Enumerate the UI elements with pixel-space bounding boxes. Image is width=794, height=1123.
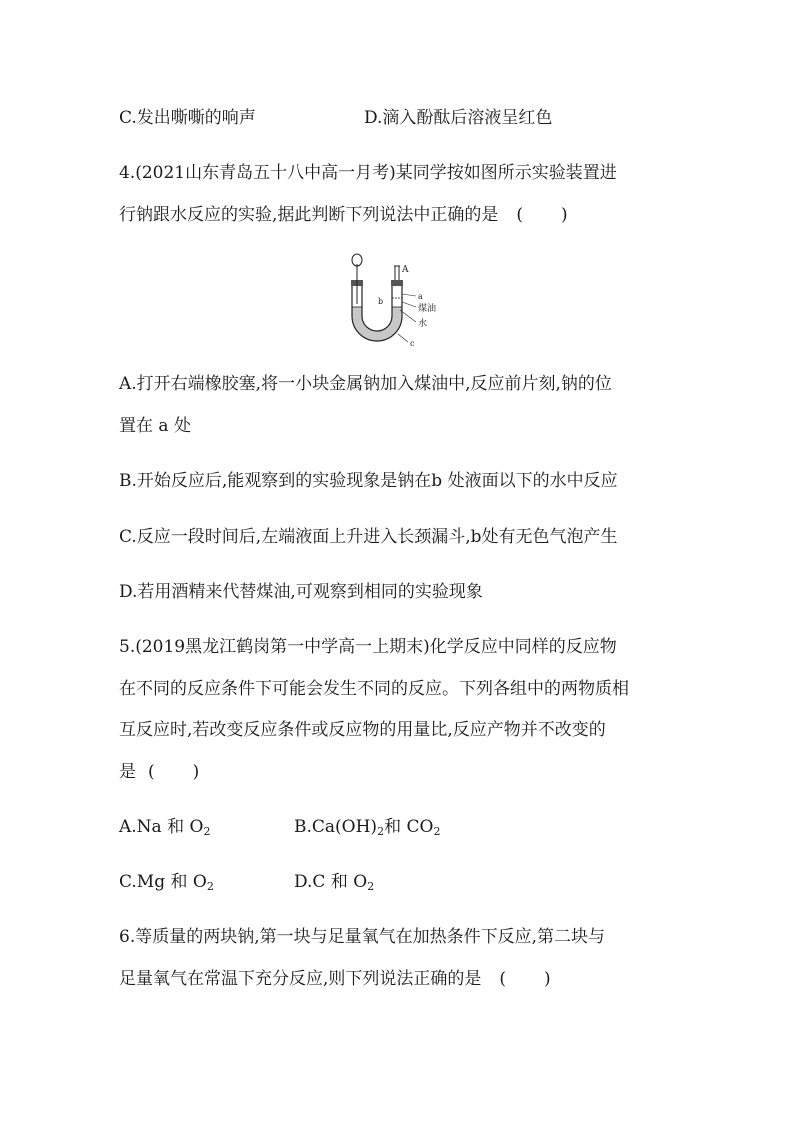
figure-label-kerosene: 煤油 bbox=[418, 304, 437, 314]
q5-stem-line4 bbox=[119, 761, 199, 783]
q4-stem-text: 行钠跟水反应的实验,据此判断下列说法中正确的是 bbox=[119, 205, 499, 225]
q4-stem-line2 bbox=[119, 204, 568, 226]
figure-label-A: A bbox=[402, 265, 409, 275]
q4-stem-line1: 4.(2021山东青岛五十八中高一月考)某同学按如图所示实验装置进 bbox=[119, 163, 617, 183]
q4-option-b: B.开始反应后,能观察到的实验现象是钠在b 处液面以下的水中反应 bbox=[119, 471, 618, 491]
figure-label-water: 水 bbox=[418, 319, 428, 329]
q5-option-d: D.C 和 $O_2$ bbox=[294, 872, 375, 893]
q6-answer-bracket: ( ) bbox=[499, 969, 551, 989]
q5-stem-line1: 5.(2019黑龙江鹤岗第一中学高一上期末)化学反应中同样的反应物 bbox=[119, 637, 617, 657]
figure-label-a: a bbox=[418, 292, 423, 301]
q6-stem-line2 bbox=[119, 968, 551, 990]
u-tube-apparatus-figure bbox=[340, 252, 450, 348]
q6-stem-text: 足量氧气在常温下充分反应,则下列说法正确的是 bbox=[119, 969, 482, 989]
q5-stem-line2: 在不同的反应条件下可能会发生不同的反应。下列各组中的两物质相 bbox=[119, 679, 629, 699]
q5-answer-bracket: ( ) bbox=[148, 762, 200, 782]
q5-option-b: $B.Ca(OH)_2$和 $CO_2$ bbox=[294, 817, 441, 838]
q4-option-a-line1: A.打开右端橡胶塞,将一小块金属钠加入煤油中,反应前片刻,钠的位 bbox=[119, 374, 612, 394]
figure-label-b: b bbox=[378, 297, 384, 306]
q4-answer-bracket: ( ) bbox=[516, 205, 568, 225]
q6-stem-line1: 6.等质量的两块钠,第一块与足量氧气在加热条件下反应,第二块与 bbox=[119, 927, 606, 947]
q5-stem-text: 是 bbox=[119, 762, 136, 782]
q4-option-a-line2: 置在 a 处 bbox=[119, 416, 191, 436]
q5-option-c: C.Mg 和 $O_2$ bbox=[119, 872, 214, 893]
q4-option-d: D.若用酒精来代替煤油,可观察到相同的实验现象 bbox=[119, 582, 483, 602]
q3-option-d: D.滴入酚酞后溶液呈红色 bbox=[364, 108, 553, 128]
q4-option-c: C.反应一段时间后,左端液面上升进入长颈漏斗,b处有无色气泡产生 bbox=[119, 527, 618, 547]
q5-stem-line3: 互反应时,若改变反应条件或反应物的用量比,反应产物并不改变的 bbox=[119, 720, 606, 740]
q5-option-a: A.Na 和 $O_2$ bbox=[119, 817, 211, 838]
figure-label-c: c bbox=[410, 339, 415, 348]
q3-option-c: C.发出嘶嘶的响声 bbox=[119, 108, 256, 128]
